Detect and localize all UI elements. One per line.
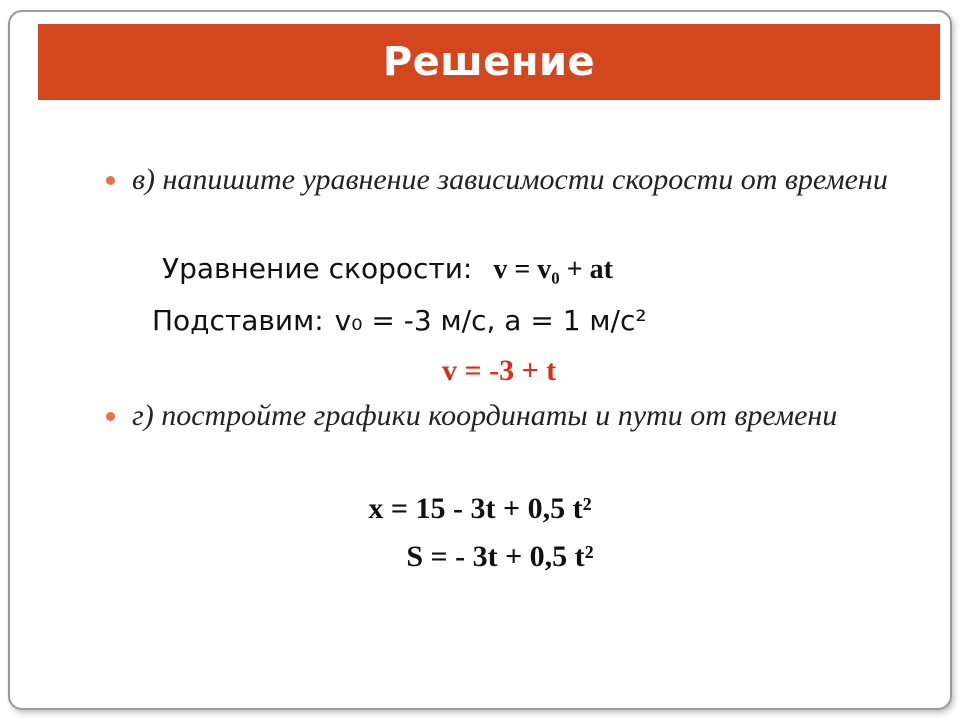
substitution-label: Подставим: [152, 304, 324, 337]
velocity-equation-line [162, 252, 613, 286]
velocity-equation-label: Уравнение скорости: [162, 252, 473, 285]
velocity-equation-formula: v = v₀ + at [493, 254, 613, 285]
path-equation: S = - 3t + 0,5 t² [406, 540, 594, 573]
bullet-item-velocity: в) напишите уравнение зависимости скорости от времени [132, 163, 888, 196]
velocity-result: v = -3 + t [442, 354, 557, 387]
title-bar [38, 24, 940, 100]
bullet-item-graphs: г) постройте графики координаты и пути от времени [132, 399, 838, 432]
coordinate-equation: x = 15 - 3t + 0,5 t² [368, 492, 592, 525]
bullet-dot-icon [106, 176, 115, 185]
bullet-dot-icon [106, 412, 115, 421]
substitution-values: v₀ = -3 м/с, а = 1 м/с² [334, 304, 647, 337]
slide-title: Решение [382, 39, 596, 85]
substitution-line [152, 304, 647, 338]
